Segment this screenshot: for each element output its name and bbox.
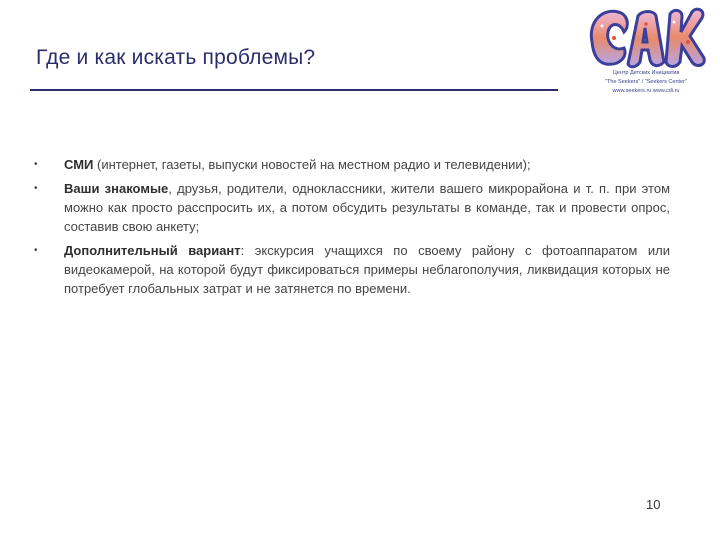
- bullet-text: : экскурсия учащихся по своему району с фотоаппаратом или видеокамерой, на которой будут фиксироваться примеры неблагополучия, ликвидация которых не потребует глобальных затрат и не затянется по времени.: [64, 243, 670, 296]
- bullet-bold-lead: Ваши знакомые: [64, 181, 169, 196]
- bullet-text: (интернет, газеты, выпуски новостей на местном радио и телевидении);: [93, 157, 531, 172]
- logo-caption-line3: www.seekers.ru www.cdi.ru: [612, 88, 680, 94]
- bullet-bold-lead: Дополнительный вариант: [64, 243, 241, 258]
- bullet-dot: •: [34, 183, 38, 194]
- bullet-text: , друзья, родители, одноклассники, жители вашего микрорайона и т. п. при этом можно как просто расспросить их, а потом обсудить результаты в команде, так и провести опрос, составив свою анкету;: [64, 181, 671, 234]
- bullet-dot: •: [34, 245, 38, 256]
- list-item: [34, 155, 670, 174]
- logo-caption-line1: Центр Детских Инициатив: [612, 70, 680, 76]
- bullet-dot: •: [34, 159, 38, 170]
- list-item: [34, 241, 670, 298]
- title-underline: [30, 89, 558, 91]
- list-item: [34, 179, 670, 236]
- slide-title: Где и как искать проблемы?: [36, 46, 316, 69]
- logo-caption-line2: "The Seekers" / "Seekers Center": [605, 79, 687, 85]
- page-number: 10: [646, 497, 661, 512]
- bullet-list: [34, 155, 670, 303]
- bullet-bold-lead: СМИ: [64, 157, 94, 172]
